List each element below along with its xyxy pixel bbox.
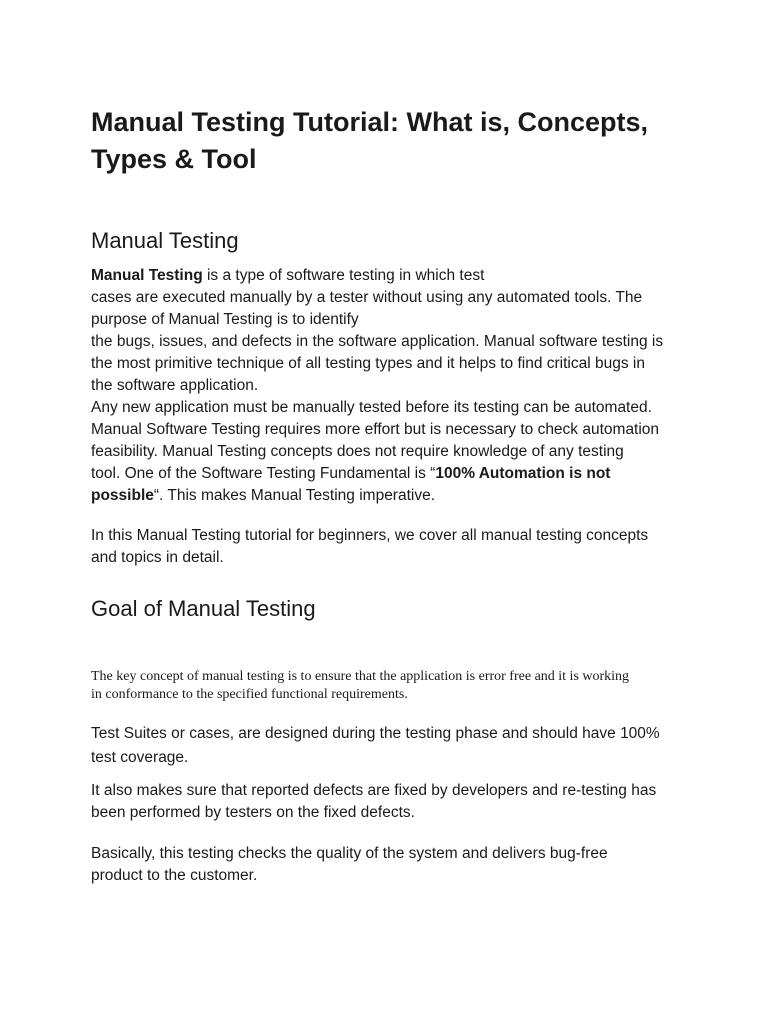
test-suites-paragraph (91, 722, 681, 770)
quality-paragraph (91, 843, 681, 887)
intro-bold-lead: Manual Testing (91, 267, 203, 284)
defects-line-2: been performed by testers on the fixed defects. (91, 804, 415, 821)
intro-line-9: feasibility. Manual Testing concepts does not require knowledge of any testing (91, 443, 624, 460)
intro-line-7: Any new application must be manually tested before its testing can be automated. (91, 399, 652, 416)
tutorial-paragraph (91, 525, 681, 569)
intro-line-6: the software application. (91, 377, 259, 394)
intro-line-5: the most primitive technique of all testing types and it helps to find critical bugs in (91, 355, 645, 372)
intro-line-10 (91, 463, 681, 485)
intro-line-3: purpose of Manual Testing is to identify (91, 311, 359, 328)
tutorial-line-2: and topics in detail. (91, 549, 224, 566)
page-title-line-2: Types & Tool (91, 144, 257, 174)
key-concept-line-2: in conformance to the specified functional requirements. (91, 687, 408, 702)
test-suites-line-1: Test Suites or cases, are designed during the testing phase and should have 100% (91, 725, 660, 742)
intro-line-1-rest: is a type of software testing in which test (202, 267, 485, 284)
tutorial-line-1: In this Manual Testing tutorial for beginners, we cover all manual testing concepts (91, 527, 649, 544)
section-heading-manual-testing: Manual Testing (91, 228, 239, 253)
intro-line-10-start: tool. One of the Software Testing Fundamental is “ (91, 465, 436, 482)
page-title-line-1: Manual Testing Tutorial: What is, Concepts, (91, 107, 649, 137)
intro-line-4: the bugs, issues, and defects in the software application. Manual software testing is (91, 333, 664, 350)
defects-line-1: It also makes sure that reported defects are fixed by developers and re-testing has (91, 782, 657, 799)
key-concept-paragraph (91, 668, 681, 704)
intro-line-10-bold: 100% Automation is not (435, 465, 611, 482)
intro-line-2: cases are executed manually by a tester without using any automated tools. The (91, 289, 643, 306)
quality-line-2: product to the customer. (91, 867, 258, 884)
intro-line-11-bold: possible (91, 487, 154, 504)
defects-paragraph (91, 780, 681, 824)
intro-line-11-rest: “. This makes Manual Testing imperative. (153, 487, 436, 504)
intro-paragraph (91, 265, 681, 507)
intro-line-8: Manual Software Testing requires more effort but is necessary to check automation (91, 421, 660, 438)
quality-line-1: Basically, this testing checks the quality of the system and delivers bug-free (91, 845, 608, 862)
page-title (91, 104, 681, 178)
intro-line-1 (91, 265, 681, 287)
test-suites-line-2: test coverage. (91, 749, 189, 766)
intro-line-11 (91, 485, 681, 507)
section-heading-goal: Goal of Manual Testing (91, 596, 316, 621)
key-concept-line-1: The key concept of manual testing is to ensure that the application is error free and it is working (91, 669, 630, 684)
